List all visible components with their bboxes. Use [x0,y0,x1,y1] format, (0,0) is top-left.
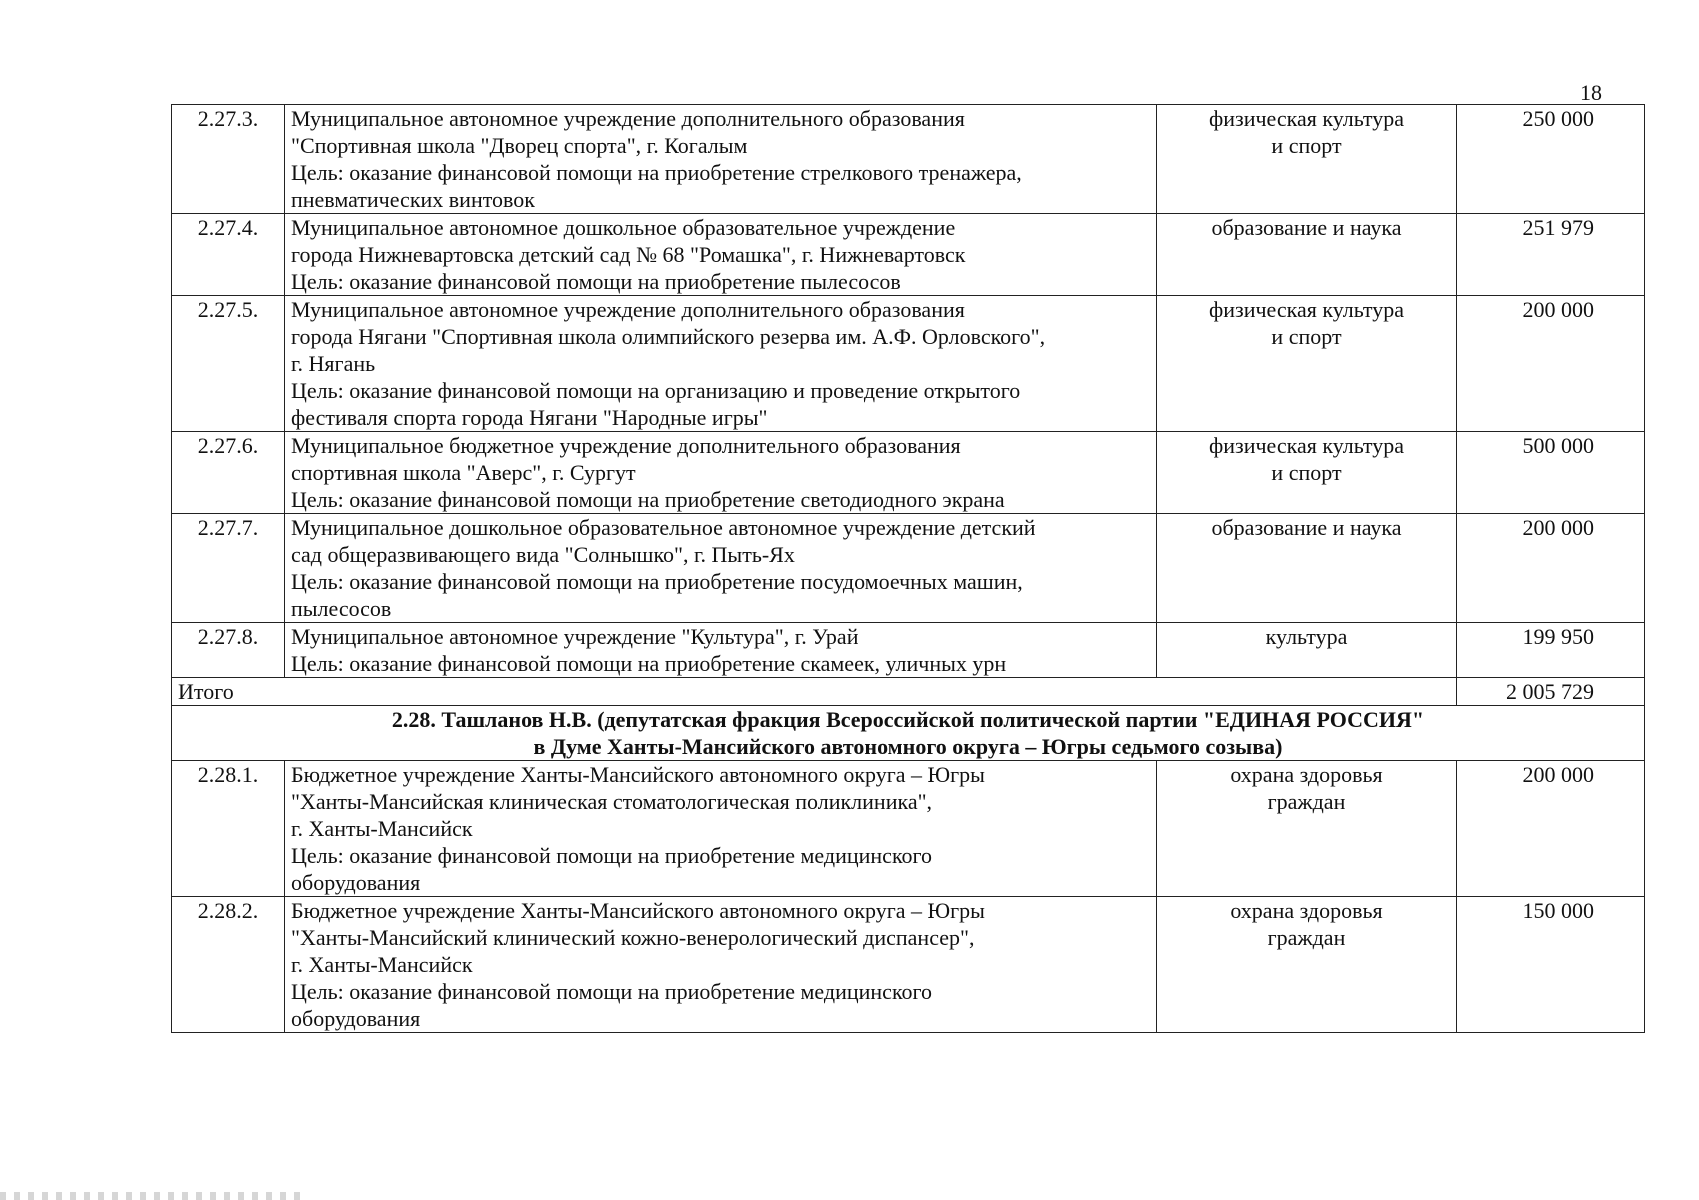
row-number: 2.28.2. [172,897,285,1033]
row-number: 2.27.8. [172,623,285,678]
table-row [172,214,1645,296]
description-line: Цель: оказание финансовой помощи на приобретение посудомоечных машин, [291,569,1023,594]
area-line: образование и наука [1211,215,1402,240]
row-sum: 200 000 [1457,761,1645,897]
description-line: г. Нягань [291,351,376,376]
table-total-section [172,678,1645,761]
table-row [172,432,1645,514]
row-description [285,105,1157,214]
description-line: Муниципальное автономное дошкольное образовательное учреждение [291,215,956,240]
row-sum: 251 979 [1457,214,1645,296]
description-line: г. Ханты-Мансийск [291,952,473,977]
row-sum: 150 000 [1457,897,1645,1033]
section-title-line-1: 2.28. Ташланов Н.В. (депутатская фракция Всероссийской политической партии "ЕДИНАЯ РОССИЯ" [391,707,1425,732]
area-line: образование и наука [1211,515,1402,540]
description-line: пылесосов [291,596,392,621]
row-area [1157,623,1457,678]
area-line: охрана здоровья [1230,898,1383,923]
description-line: Муниципальное автономное учреждение "Культура", г. Урай [291,624,859,649]
row-sum: 199 950 [1457,623,1645,678]
row-description [285,897,1157,1033]
total-sum: 2 005 729 [1457,678,1645,706]
description-line: Муниципальное автономное учреждение дополнительного образования [291,297,965,322]
table-row [172,623,1645,678]
description-line: пневматических винтовок [291,187,535,212]
row-number: 2.28.1. [172,761,285,897]
row-number: 2.27.3. [172,105,285,214]
area-line: и спорт [1271,324,1342,349]
description-line: Цель: оказание финансовой помощи на организацию и проведение открытого [291,378,1021,403]
description-line: "Ханты-Мансийский клинический кожно-венерологический диспансер", [291,925,975,950]
area-line: физическая культура [1208,433,1405,458]
description-line: Цель: оказание финансовой помощи на приобретение светодиодного экрана [291,487,1005,512]
row-area [1157,432,1457,514]
row-number: 2.27.7. [172,514,285,623]
description-line: "Спортивная школа "Дворец спорта", г. Когалым [291,133,748,158]
description-line: Бюджетное учреждение Ханты-Мансийского автономного округа – Югры [291,898,985,923]
area-line: культура [1265,624,1348,649]
area-line: физическая культура [1208,297,1405,322]
description-line: Цель: оказание финансовой помощи на приобретение скамеек, уличных урн [291,651,1007,676]
row-number: 2.27.6. [172,432,285,514]
row-description [285,296,1157,432]
row-sum: 200 000 [1457,296,1645,432]
table-row [172,514,1645,623]
table-row [172,897,1645,1033]
section-title [172,706,1645,761]
row-area [1157,897,1457,1033]
area-line: охрана здоровья [1230,762,1383,787]
description-line: Цель: оказание финансовой помощи на приобретение медицинского [291,979,932,1004]
table-body-section-2-27 [172,105,1645,678]
row-sum: 250 000 [1457,105,1645,214]
description-line: Муниципальное бюджетное учреждение дополнительного образования [291,433,961,458]
total-label: Итого [172,678,1457,706]
description-line: оборудования [291,870,421,895]
description-line: Бюджетное учреждение Ханты-Мансийского автономного округа – Югры [291,762,985,787]
row-sum: 500 000 [1457,432,1645,514]
description-line: города Нягани "Спортивная школа олимпийского резерва им. А.Ф. Орловского", [291,324,1046,349]
row-number: 2.27.5. [172,296,285,432]
row-area [1157,761,1457,897]
row-area [1157,514,1457,623]
page-number: 18 [1580,80,1602,105]
description-line: Муниципальное автономное учреждение дополнительного образования [291,106,965,131]
total-row [172,678,1645,706]
table-body-section-2-28 [172,761,1645,1033]
table-row [172,296,1645,432]
description-line: сад общеразвивающего вида "Солнышко", г. Пыть-Ях [291,542,795,567]
description-line: оборудования [291,1006,421,1031]
row-description [285,761,1157,897]
description-line: Цель: оказание финансовой помощи на приобретение стрелкового тренажера, [291,160,1022,185]
allocation-table [171,104,1645,1033]
table-row [172,105,1645,214]
row-description [285,432,1157,514]
description-line: Цель: оказание финансовой помощи на приобретение медицинского [291,843,932,868]
row-description [285,623,1157,678]
description-line: города Нижневартовска детский сад № 68 "Ромашка", г. Нижневартовск [291,242,966,267]
description-line: фестиваля спорта города Нягани "Народные игры" [291,405,768,430]
row-description [285,514,1157,623]
description-line: Муниципальное дошкольное образовательное автономное учреждение детский [291,515,1036,540]
row-number: 2.27.4. [172,214,285,296]
description-line: "Ханты-Мансийская клиническая стоматологическая поликлиника", [291,789,933,814]
description-line: г. Ханты-Мансийск [291,816,473,841]
row-description [285,214,1157,296]
row-area [1157,296,1457,432]
area-line: и спорт [1271,460,1342,485]
area-line: и спорт [1271,133,1342,158]
row-sum: 200 000 [1457,514,1645,623]
scan-artifact [0,1192,300,1200]
area-line: физическая культура [1208,106,1405,131]
area-line: граждан [1267,925,1346,950]
section-title-line-2: в Думе Ханты-Мансийского автономного округа – Югры седьмого созыва) [533,734,1283,759]
description-line: Цель: оказание финансовой помощи на приобретение пылесосов [291,269,901,294]
description-line: спортивная школа "Аверс", г. Сургут [291,460,636,485]
table-row [172,761,1645,897]
row-area [1157,105,1457,214]
section-header-row [172,706,1645,761]
row-area [1157,214,1457,296]
area-line: граждан [1267,789,1346,814]
